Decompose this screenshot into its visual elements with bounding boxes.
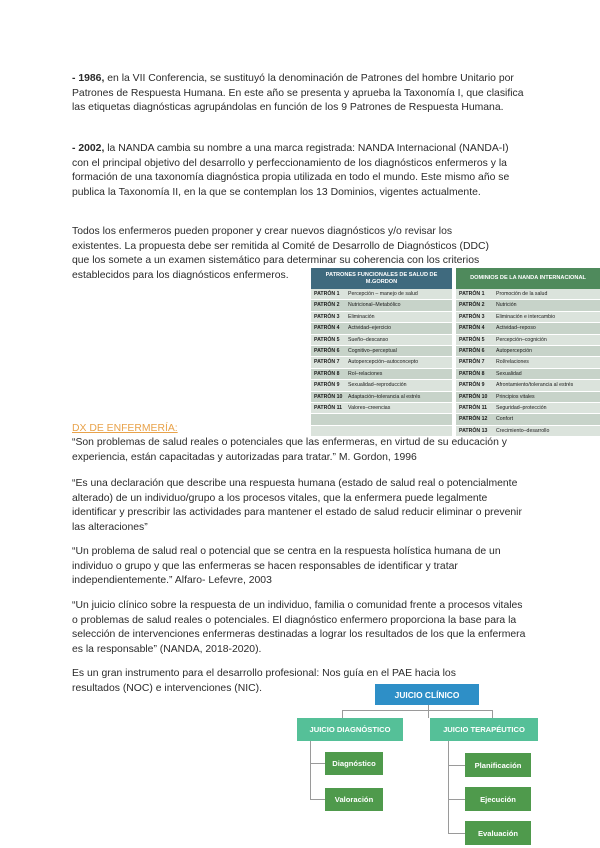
table-row (311, 323, 600, 334)
connector (310, 763, 325, 764)
proposals-line-1: Todos los enfermeros pueden proponer y crear nuevos diagnósticos y/o revisar los (72, 226, 453, 237)
node-juicio-terapeutico: JUICIO TERAPÉUTICO (430, 718, 538, 741)
connector (310, 741, 311, 799)
dx-heading: DX DE ENFERMERÍA: (72, 423, 178, 434)
pattern-value (345, 414, 452, 425)
domain-key: PATRÓN 1 (456, 289, 493, 300)
table-row (311, 380, 600, 391)
domain-key: PATRÓN 9 (456, 380, 493, 391)
pattern-value: Nutricional–Metabólico (345, 300, 452, 311)
proposals-line-4: establecidos para los diagnósticos enfermeros. (72, 269, 289, 281)
pattern-key: PATRÓN 4 (311, 323, 345, 334)
table-row (311, 368, 600, 379)
node-valoracion: Valoración (325, 788, 383, 811)
pattern-value: Sueño–descanso (345, 334, 452, 345)
node-juicio-clinico: JUICIO CLÍNICO (375, 684, 479, 705)
connector (448, 799, 465, 800)
pattern-value: Adaptación–tolerancia al estrés (345, 391, 452, 402)
table-row (311, 334, 600, 345)
pattern-key: PATRÓN 8 (311, 368, 345, 379)
patterns-domains-table (311, 268, 600, 437)
table-row (311, 346, 600, 357)
connector (310, 799, 325, 800)
proposals-line-2: existentes. La propuesta debe ser remitida al Comité de Desarrollo de Diagnósticos (DDC) (72, 240, 489, 252)
connector (448, 833, 465, 834)
node-ejecucion: Ejecución (465, 787, 531, 811)
paragraph-2002: - 2002, la NANDA cambia su nombre a una marca registrada: NANDA Internacional (NANDA-I) con el principal objetivo del desarrollo y perfeccionamiento de los diagnósticos enfermeros y la formación de una taxonomía diagnóstica propia utilizada en todo el mundo. Este mismo año se publica la Taxonomía II, en la que se contemplan los 13 Dominios, vigentes actualmente. (72, 143, 510, 198)
connector (342, 710, 492, 711)
pattern-value: Valores–creencias (345, 403, 452, 414)
domain-value: Autopercepción (493, 346, 600, 357)
pattern-key: PATRÓN 5 (311, 334, 345, 345)
definition-gordon: “Son problemas de salud reales o potenciales que las enfermeras, en virtud de su educación y experiencia, están capacitadas y autorizadas para tratar.” M. Gordon, 1996 (72, 437, 507, 463)
pattern-key (311, 414, 345, 425)
domain-key: PATRÓN 12 (456, 414, 493, 425)
table-row (311, 300, 600, 311)
domain-value: Afrontamiento/tolerancia al estrés (493, 380, 600, 391)
definition-alfaro: “Un problema de salud real o potencial que se centra en la respuesta holística humana de un individuo o grupo y que las enfermeras se hacen responsables de identificar y tratar independientemente.” Alfaro- Lefevre, 2003 (72, 546, 501, 587)
node-diagnostico: Diagnóstico (325, 752, 383, 775)
domain-value: Nutrición (493, 300, 600, 311)
domain-key: PATRÓN 13 (456, 425, 493, 436)
domain-value: Eliminación e intercambio (493, 311, 600, 322)
domain-key: PATRÓN 11 (456, 403, 493, 414)
proposals-line-3: que los somete a un examen sistemático para determinar su coherencia con los criterios (72, 255, 480, 267)
domain-value: Actividad–reposo (493, 323, 600, 334)
domain-value: Promoción de la salud (493, 289, 600, 300)
pattern-key: PATRÓN 9 (311, 380, 345, 391)
paragraph-1986: - 1986, en la VII Conferencia, se sustituyó la denominación de Patrones del hombre Unitario por Patrones de Respuesta Humana. En este año se presenta y aprueba la Taxonomía I, que clasifica las etiquetas diagnósticas agrupándolas en función de los 9 Patrones de Respuesta Humana. (72, 73, 524, 114)
connector (448, 741, 449, 833)
pattern-value: Rol–relaciones (345, 368, 452, 379)
pattern-key: PATRÓN 1 (311, 289, 345, 300)
domain-key: PATRÓN 10 (456, 391, 493, 402)
pattern-key: PATRÓN 11 (311, 403, 345, 414)
pattern-value: Eliminación (345, 311, 452, 322)
node-planificacion: Planificación (465, 753, 531, 777)
pattern-key: PATRÓN 10 (311, 391, 345, 402)
definition-nanda: “Un juicio clínico sobre la respuesta de un individuo, familia o comunidad frente a procesos vitales o problemas de salud reales o potenciales. El diagnóstico enfermero proporciona la base para la selección de intervenciones enfermeras destinadas a lograr los resultados de los que la enfermera es la responsable” (NANDA, 2018-2020). (72, 600, 526, 655)
domain-key: PATRÓN 4 (456, 323, 493, 334)
table-row (311, 289, 600, 300)
table-row (311, 414, 600, 425)
domain-key: PATRÓN 5 (456, 334, 493, 345)
domain-key: PATRÓN 2 (456, 300, 493, 311)
domain-key: PATRÓN 7 (456, 357, 493, 368)
table-header-nanda: DOMINIOS DE LA NANDA INTERNACIONAL (456, 268, 600, 289)
connector (428, 705, 429, 718)
domain-key: PATRÓN 6 (456, 346, 493, 357)
table-row (311, 311, 600, 322)
pattern-value: Cognitivo–perceptual (345, 346, 452, 357)
pattern-value: Actividad–ejercicio (345, 323, 452, 334)
domain-key: PATRÓN 8 (456, 368, 493, 379)
table-row (311, 391, 600, 402)
pattern-value: Sexualidad–reproducción (345, 380, 452, 391)
domain-value: Seguridad–protección (493, 403, 600, 414)
node-juicio-diagnostico: JUICIO DIAGNÓSTICO (297, 718, 403, 741)
domain-value: Percepción–cognición (493, 334, 600, 345)
closing-line-1: Es un gran instrumento para el desarrollo profesional: Nos guía en el PAE hacia los (72, 668, 456, 679)
connector (342, 710, 343, 718)
pattern-value: Percepción – manejo de salud (345, 289, 452, 300)
pattern-value: Autopercepción–autoconcepto (345, 357, 452, 368)
pattern-key: PATRÓN 3 (311, 311, 345, 322)
node-evaluacion: Evaluación (465, 821, 531, 845)
connector (492, 710, 493, 718)
pattern-key: PATRÓN 7 (311, 357, 345, 368)
table-row (311, 357, 600, 368)
domain-value: Crecimiento–desarrollo (493, 425, 600, 436)
table-header-gordon: PATRONES FUNCIONALES DE SALUD DE M.GORDON (311, 268, 452, 289)
connector (448, 765, 465, 766)
domain-value: Rol/relaciones (493, 357, 600, 368)
domain-value: Confort (493, 414, 600, 425)
pattern-key: PATRÓN 6 (311, 346, 345, 357)
closing-line-2: resultados (NOC) e intervenciones (NIC). (72, 682, 262, 694)
definition-declaration: “Es una declaración que describe una respuesta humana (estado de salud real o potencialmente alterado) de un individuo/grupo a los procesos vitales, que la enfermera puede legalmente identificar y prescribir las actividades para mantener el estado de salud reducir eliminar o prevenir las alteraciones” (72, 478, 522, 533)
domain-value: Principios vitales (493, 391, 600, 402)
domain-key: PATRÓN 3 (456, 311, 493, 322)
pattern-key: PATRÓN 2 (311, 300, 345, 311)
domain-value: Sexualidad (493, 368, 600, 379)
table-row (311, 403, 600, 414)
